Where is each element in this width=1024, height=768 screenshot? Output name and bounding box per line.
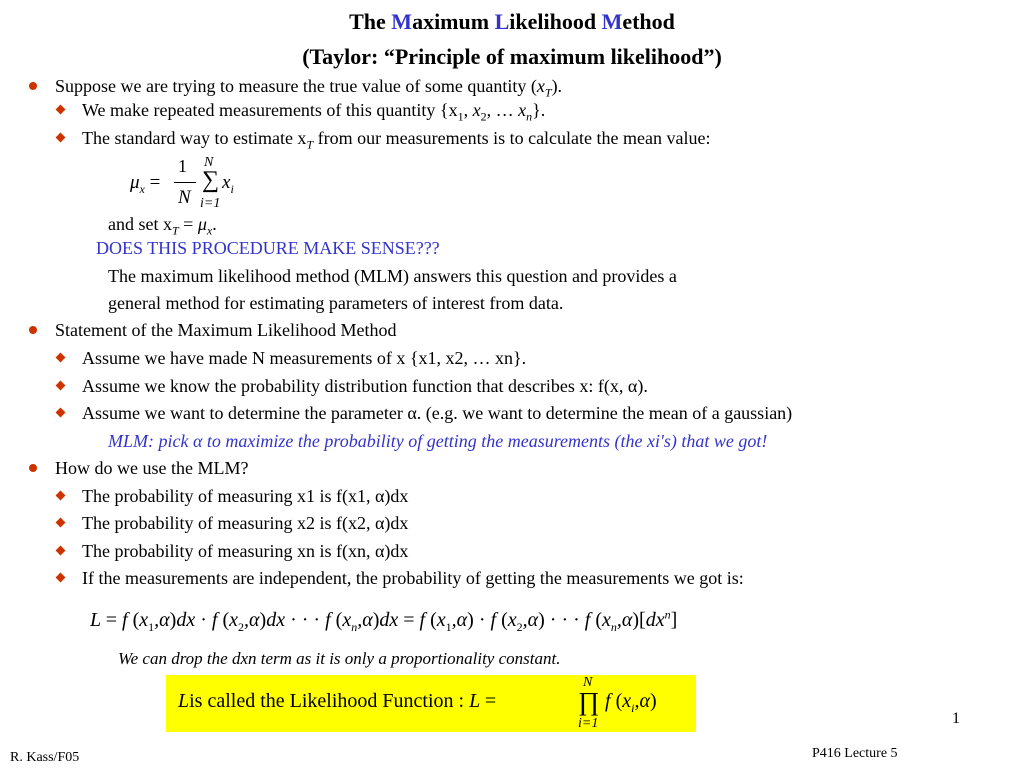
bullet-dot-icon [29,82,37,90]
mean-formula-lhs: $\mu_x$ = [130,172,161,196]
bullet-dot-icon [29,464,37,472]
question-text: DOES THIS PROCEDURE MAKE SENSE??? [96,238,440,258]
and-set-text: and set $x_T = \mu_x$. [108,214,217,238]
footer-author: R. Kass/F05 [10,750,80,765]
bullet-2b-text: Assume we know the probability distribution function that describes x: f(x, α). [82,376,648,396]
bullet-2-text: Statement of the Maximum Likelihood Method [55,320,397,340]
slide-subtitle: (Taylor: “Principle of maximum likelihood”) [302,44,722,69]
product-lower: i=1 [578,716,599,731]
mean-formula-xi: $x_i$ [222,172,234,196]
bullet-diamond-icon [56,353,66,363]
bullet-3-text: How do we use the MLM? [55,458,249,478]
sum-upper: N [204,155,214,170]
slide-title: The Maximum Likelihood Method [349,9,675,34]
bullet-1-text: Suppose we are trying to measure the true value of some quantity $(x_T)$. [55,76,563,100]
footer-lecture: P416 Lecture 5 [812,746,898,761]
bullet-diamond-icon [56,381,66,391]
fraction-bar [174,182,196,183]
bullet-3c-text: The probability of measuring xn is f(xn, α)dx [82,541,409,561]
bullet-diamond-icon [56,133,66,143]
likelihood-product-equation: L = f $(x_1,\alpha)dx \cdot f$ $(x_2,\alpha)dx$ · · · f $(x_n,\alpha)dx = f$ $(x_1,\alpha) \cdot f$ $(x_2,\alpha)$ · · · f $(x_n,\alpha)[dx^n]$ [90,607,678,634]
bullet-diamond-icon [56,105,66,115]
bullet-3d-text: If the measurements are independent, the probability of getting the measurements we got is: [82,568,744,588]
product-upper: N [583,675,593,690]
bullet-diamond-icon [56,518,66,528]
bullet-3b-text: The probability of measuring x2 is f(x2, α)dx [82,513,409,533]
bullet-1a-text: We make repeated measurements of this quantity {$x_1$, $x_2$, … $x_n$}. [82,100,546,124]
bullet-diamond-icon [56,491,66,501]
mean-formula-one: 1 [178,156,187,176]
likelihood-function-text: Lis called the Likelihood Function : L = [178,690,497,712]
mean-formula-n: N [178,187,191,208]
answer-line-2: general method for estimating parameters of interest from data. [108,293,564,313]
likelihood-function-rhs: f $(x_i,\alpha)$ [605,690,657,715]
bullet-1b-text: The standard way to estimate $x_T$ from our measurements is to calculate the mean value: [82,128,711,152]
bullet-diamond-icon [56,573,66,583]
mlm-pick-text: MLM: pick α to maximize the probability of getting the measurements (the xi's) that we got! [108,431,768,451]
bullet-dot-icon [29,326,37,334]
bullet-diamond-icon [56,408,66,418]
product-icon: ∏ [578,687,600,716]
bullet-diamond-icon [56,546,66,556]
drop-note-text: We can drop the dxn term as it is only a proportionality constant. [118,649,561,668]
bullet-2a-text: Assume we have made N measurements of x {x1, x2, … xn}. [82,348,527,368]
bullet-2c-text: Assume we want to determine the parameter α. (e.g. we want to determine the mean of a gaussian) [82,403,793,423]
answer-line-1: The maximum likelihood method (MLM) answers this question and provides a [108,266,677,286]
sum-icon: ∑ [202,167,220,193]
sum-lower: i=1 [200,196,221,211]
bullet-3a-text: The probability of measuring x1 is f(x1, α)dx [82,486,409,506]
page-number: 1 [952,710,960,727]
